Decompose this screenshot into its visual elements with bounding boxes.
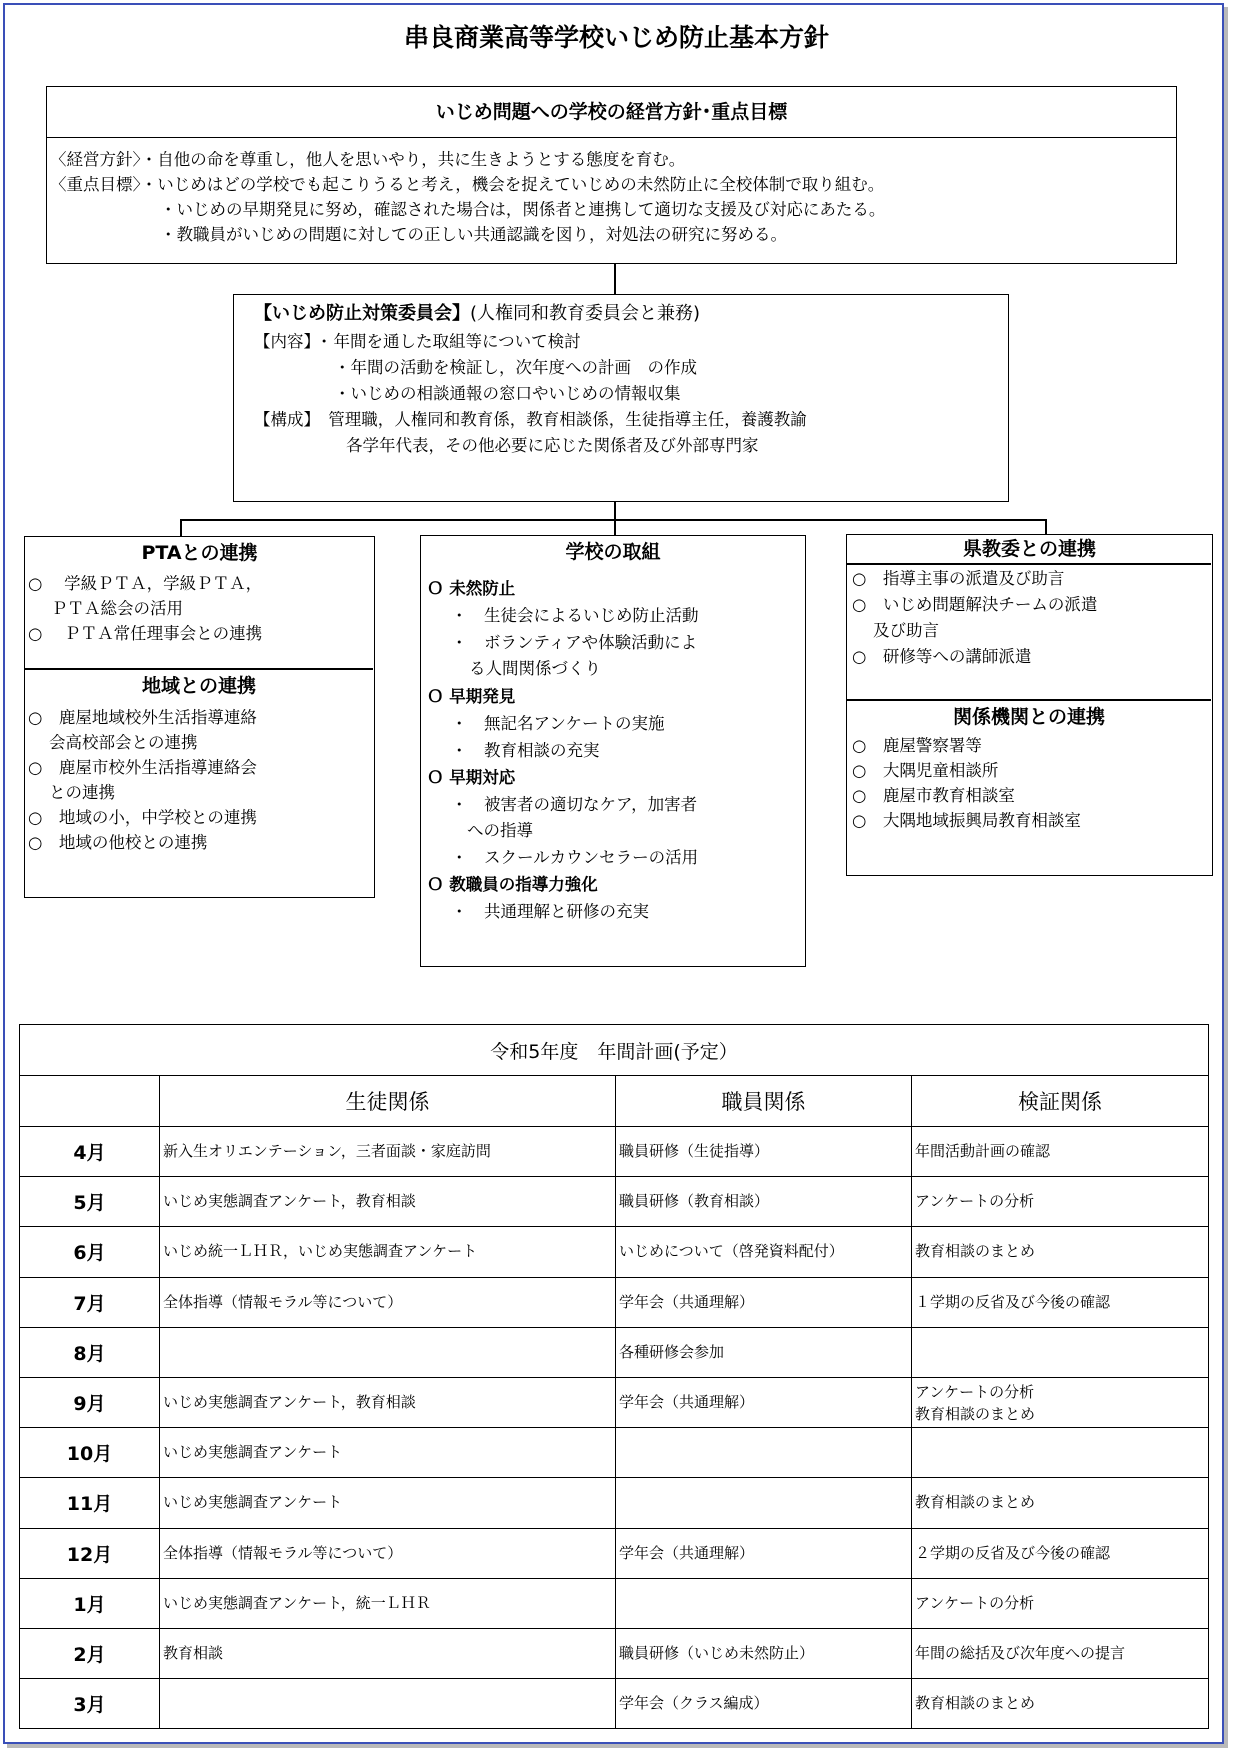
student-cell: いじめ実態調査アンケート，教育相談 bbox=[160, 1377, 616, 1427]
table-row bbox=[20, 1177, 1209, 1227]
committee-line: 【内容】･ 年間を通した取組等について検討 bbox=[254, 332, 581, 351]
staff-cell: 学年会（共通理解） bbox=[616, 1277, 912, 1327]
table-row bbox=[20, 1628, 1209, 1678]
school-item: る人間関係づくり bbox=[469, 659, 601, 678]
policy-heading: いじめ問題への学校の経営方針･重点目標 bbox=[47, 87, 1176, 138]
prefecture-line: ○ いじめ問題解決チームの派遣 bbox=[852, 595, 1098, 614]
staff-cell: 学年会（クラス編成） bbox=[616, 1679, 912, 1729]
table-row bbox=[20, 1679, 1209, 1729]
review-cell: 教育相談のまとめ bbox=[912, 1679, 1209, 1729]
pta-line: ＰＴＡ総会の活用 bbox=[51, 599, 183, 618]
connector-line bbox=[614, 502, 616, 519]
committee-line: 【構成】 管理職，人権同和教育係，教育相談係，生徒指導主任，養護教諭 bbox=[254, 410, 807, 429]
prefecture-line: ○ 研修等への講師派遣 bbox=[852, 647, 1032, 666]
month-cell: 10月 bbox=[20, 1428, 160, 1478]
review-cell bbox=[912, 1327, 1209, 1377]
month-cell: 12月 bbox=[20, 1528, 160, 1578]
document-title: 串良商業高等学校いじめ防止基本方針 bbox=[403, 23, 829, 52]
student-cell bbox=[160, 1327, 616, 1377]
connector-line bbox=[1045, 519, 1047, 534]
student-cell: いじめ実態調査アンケート，統一ＬＨＲ bbox=[160, 1578, 616, 1628]
policy-line: 〈経営方針〉・自他の命を尊重し，他人を思いやり，共に生きようとする態度を育む。 bbox=[50, 150, 686, 169]
prefecture-heading: 県教委との連携 bbox=[962, 538, 1096, 560]
month-cell: 11月 bbox=[20, 1478, 160, 1528]
review-cell: 年間活動計画の確認 bbox=[912, 1127, 1209, 1177]
plan-header-review: 検証関係 bbox=[912, 1076, 1209, 1127]
review-cell-line: アンケートの分析 bbox=[915, 1382, 1035, 1401]
review-cell: アンケートの分析 bbox=[912, 1177, 1209, 1227]
staff-cell bbox=[616, 1428, 912, 1478]
staff-cell: いじめについて（啓発資料配付） bbox=[616, 1227, 912, 1277]
connector-line bbox=[180, 519, 1046, 521]
student-cell: 新入生オリエンテーション，三者面談・家庭訪問 bbox=[160, 1127, 616, 1177]
school-item: ・ 共通理解と研修の充実 bbox=[451, 902, 649, 921]
student-cell: 教育相談 bbox=[160, 1628, 616, 1678]
plan-header-student: 生徒関係 bbox=[160, 1076, 616, 1127]
region-heading: 地域との連携 bbox=[141, 675, 256, 697]
school-section-title: Ｏ 早期発見 bbox=[427, 687, 516, 706]
review-cell bbox=[912, 1377, 1209, 1427]
review-cell: アンケートの分析 bbox=[912, 1578, 1209, 1628]
table-row bbox=[20, 1478, 1209, 1528]
region-line: 会高校部会との連携 bbox=[49, 733, 198, 752]
staff-cell: 学年会（共通理解） bbox=[616, 1377, 912, 1427]
month-cell: 8月 bbox=[20, 1327, 160, 1377]
table-row bbox=[20, 1227, 1209, 1277]
region-line: との連携 bbox=[49, 783, 115, 802]
pta-heading: PTAとの連携 bbox=[141, 542, 258, 564]
review-cell: 教育相談のまとめ bbox=[912, 1227, 1209, 1277]
policy-line: ・いじめの早期発見に努め，確認された場合は，関係者と連携して適切な支援及び対応にあたる。 bbox=[160, 200, 886, 219]
table-row bbox=[20, 1127, 1209, 1177]
committee-heading-rest: (人権同和教育委員会と兼務) bbox=[470, 303, 701, 324]
staff-cell: 職員研修（教育相談） bbox=[616, 1177, 912, 1227]
committee-line: 各学年代表，その他必要に応じた関係者及び外部専門家 bbox=[346, 436, 759, 455]
student-cell: 全体指導（情報モラル等について） bbox=[160, 1528, 616, 1578]
school-item: ・ 無記名アンケートの実施 bbox=[451, 714, 665, 733]
connector-line bbox=[614, 264, 616, 294]
school-section-title: Ｏ 未然防止 bbox=[427, 579, 516, 598]
committee-heading-bold: 【いじめ防止対策委員会】 bbox=[254, 303, 470, 324]
region-line: ○ 地域の小，中学校との連携 bbox=[28, 808, 257, 827]
school-item: ・ 生徒会によるいじめ防止活動 bbox=[451, 606, 699, 625]
student-cell bbox=[160, 1679, 616, 1729]
staff-cell: 職員研修（いじめ未然防止） bbox=[616, 1628, 912, 1678]
agencies-heading: 関係機関との連携 bbox=[952, 706, 1105, 728]
plan-header-month bbox=[20, 1076, 160, 1127]
committee-heading bbox=[254, 301, 700, 326]
student-cell: 全体指導（情報モラル等について） bbox=[160, 1277, 616, 1327]
agencies-line: ○ 鹿屋警察署等 bbox=[852, 736, 982, 755]
committee-line: ・いじめの相談通報の窓口やいじめの情報収集 bbox=[334, 384, 681, 403]
table-row bbox=[20, 1528, 1209, 1578]
connector-line bbox=[180, 519, 182, 536]
school-section-title: Ｏ 教職員の指導力強化 bbox=[427, 875, 598, 894]
month-cell: 1月 bbox=[20, 1578, 160, 1628]
prefecture-line: 及び助言 bbox=[873, 621, 939, 640]
committee-line: ・年間の活動を検証し，次年度への計画 の作成 bbox=[334, 358, 697, 377]
section-divider bbox=[847, 563, 1211, 565]
agencies-line: ○ 大隅児童相談所 bbox=[852, 761, 999, 780]
region-line: ○ 鹿屋地域校外生活指導連絡 bbox=[28, 708, 257, 727]
prefecture-line: ○ 指導主事の派遣及び助言 bbox=[852, 569, 1065, 588]
month-cell: 9月 bbox=[20, 1377, 160, 1427]
annual-plan-table bbox=[19, 1024, 1209, 1729]
month-cell: 4月 bbox=[20, 1127, 160, 1177]
region-line: ○ 鹿屋市校外生活指導連絡会 bbox=[28, 758, 257, 777]
staff-cell: 学年会（共通理解） bbox=[616, 1528, 912, 1578]
table-row bbox=[20, 1428, 1209, 1478]
review-cell: 年間の総括及び次年度への提言 bbox=[912, 1628, 1209, 1678]
review-cell-line: 教育相談のまとめ bbox=[915, 1404, 1036, 1423]
table-row bbox=[20, 1578, 1209, 1628]
pta-line: ○ ＰＴＡ常任理事会との連携 bbox=[28, 624, 263, 643]
review-cell: １学期の反省及び今後の確認 bbox=[912, 1277, 1209, 1327]
month-cell: 7月 bbox=[20, 1277, 160, 1327]
student-cell: いじめ実態調査アンケート bbox=[160, 1478, 616, 1528]
policy-box bbox=[46, 86, 1177, 264]
review-cell: ２学期の反省及び今後の確認 bbox=[912, 1528, 1209, 1578]
plan-caption: 令和5年度 年間計画(予定） bbox=[20, 1025, 1209, 1076]
school-heading: 学校の取組 bbox=[565, 541, 661, 563]
left-column-box bbox=[24, 536, 375, 898]
policy-line: ・教職員がいじめの問題に対しての正しい共通認識を図り，対処法の研究に努める。 bbox=[160, 225, 787, 244]
plan-header-staff: 職員関係 bbox=[616, 1076, 912, 1127]
staff-cell bbox=[616, 1478, 912, 1528]
month-cell: 2月 bbox=[20, 1628, 160, 1678]
review-cell: 教育相談のまとめ bbox=[912, 1478, 1209, 1528]
agencies-line: ○ 鹿屋市教育相談室 bbox=[852, 786, 1015, 805]
pta-line: ○ 学級ＰＴＡ，学級ＰＴＡ， bbox=[28, 574, 263, 593]
agencies-line: ○ 大隅地域振興局教育相談室 bbox=[852, 811, 1081, 830]
month-cell: 6月 bbox=[20, 1227, 160, 1277]
school-item: への指導 bbox=[467, 821, 533, 840]
school-section-title: Ｏ 早期対応 bbox=[427, 768, 516, 787]
student-cell: いじめ統一ＬＨＲ，いじめ実態調査アンケート bbox=[160, 1227, 616, 1277]
staff-cell: 職員研修（生徒指導） bbox=[616, 1127, 912, 1177]
school-item: ・ 被害者の適切なケア，加害者 bbox=[451, 795, 698, 814]
table-row bbox=[20, 1327, 1209, 1377]
review-cell bbox=[912, 1428, 1209, 1478]
connector-line bbox=[614, 519, 616, 535]
month-cell: 5月 bbox=[20, 1177, 160, 1227]
region-line: ○ 地域の他校との連携 bbox=[28, 833, 208, 852]
committee-box bbox=[233, 294, 1009, 502]
school-item: ・ ボランティアや体験活動によ bbox=[451, 633, 698, 652]
school-box bbox=[420, 535, 806, 967]
student-cell: いじめ実態調査アンケート，教育相談 bbox=[160, 1177, 616, 1227]
right-column-box bbox=[846, 534, 1213, 876]
staff-cell bbox=[616, 1578, 912, 1628]
student-cell: いじめ実態調査アンケート bbox=[160, 1428, 616, 1478]
school-item: ・ 教育相談の充実 bbox=[451, 741, 600, 760]
school-item: ・ スクールカウンセラーの活用 bbox=[451, 848, 699, 867]
staff-cell: 各種研修会参加 bbox=[616, 1327, 912, 1377]
policy-line: 〈重点目標〉・いじめはどの学校でも起こりうると考え，機会を捉えていじめの未然防止に全校体制で取り組む。 bbox=[50, 175, 885, 194]
month-cell: 3月 bbox=[20, 1679, 160, 1729]
table-row bbox=[20, 1377, 1209, 1427]
table-row bbox=[20, 1277, 1209, 1327]
